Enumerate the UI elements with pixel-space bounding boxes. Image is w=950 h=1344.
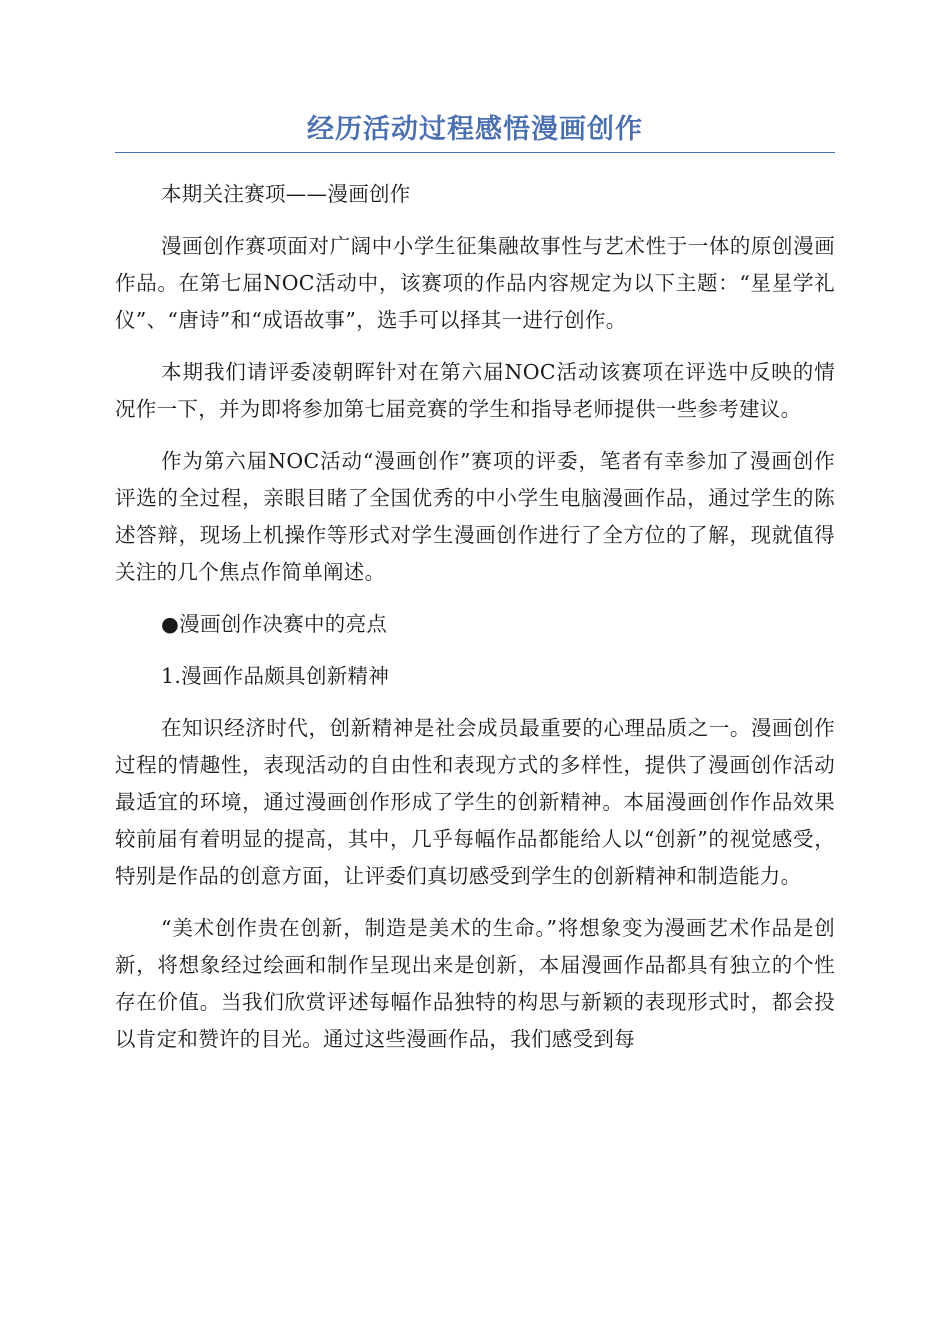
body-paragraph: “美术创作贵在创新，制造是美术的生命。”将想象变为漫画艺术作品是创新，将想象经过绘画和制作呈现出来是创新，本届漫画作品都具有独立的个性存在价值。当我们欣赏评述每幅作品独特的构思与新颖的表现形式时，都会投以肯定和赞许的目光。通过这些漫画作品，我们感受到每 <box>115 916 835 1051</box>
page-title: 经历活动过程感悟漫画创作 <box>307 114 643 145</box>
body-paragraph: 在知识经济时代，创新精神是社会成员最重要的心理品质之一。漫画创作过程的情趣性，表现活动的自由性和表现方式的多样性，提供了漫画创作活动最适宜的环境，通过漫画创作形成了学生的创新精神。本届漫画创作作品效果较前届有着明显的提高，其中，几乎每幅作品都能给人以“创新”的视觉感受，特别是作品的创意方面，让评委们真切感受到学生的创新精神和制造能力。 <box>115 716 835 888</box>
section-label: 本期关注赛项——漫画创作 <box>161 182 411 206</box>
body-paragraph: 漫画创作赛项面对广阔中小学生征集融故事性与艺术性于一体的原创漫画作品。在第七届NOC活动中，该赛项的作品内容规定为以下主题：“星星学礼仪”、“唐诗”和“成语故事”，选手可以择其一进行创作。 <box>115 234 835 332</box>
body-paragraph: 作为第六届NOC活动“漫画创作”赛项的评委，笔者有幸参加了漫画创作评选的全过程，亲眼目睹了全国优秀的中小学生电脑漫画作品，通过学生的陈述答辩，现场上机操作等形式对学生漫画创作进行了全方位的了解，现就值得关注的几个焦点作简单阐述。 <box>115 449 835 584</box>
title-underline <box>115 152 835 153</box>
body-paragraph: 本期我们请评委凌朝晖针对在第六届NOC活动该赛项在评选中反映的情况作一下，并为即将参加第七届竞赛的学生和指导老师提供一些参考建议。 <box>115 360 835 421</box>
section-heading: ●漫画创作决赛中的亮点 <box>161 612 388 636</box>
document-page <box>115 110 835 1058</box>
subsection-heading: 1.漫画作品颇具创新精神 <box>161 664 390 688</box>
